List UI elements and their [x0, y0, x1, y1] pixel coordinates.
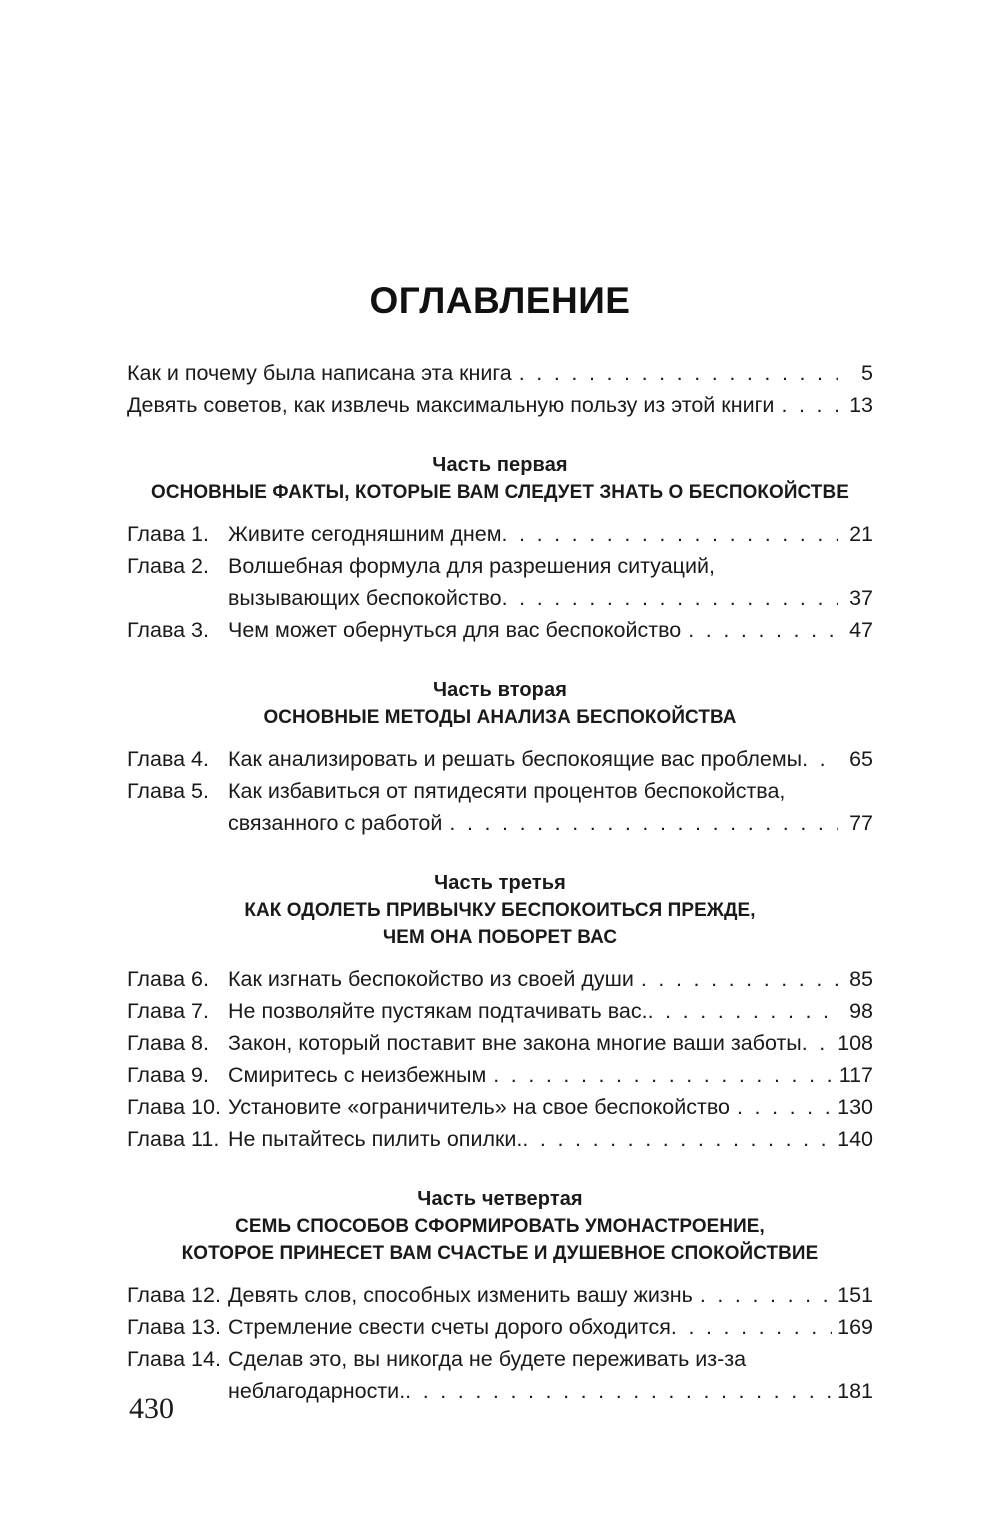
chapter-list-part-3 — [127, 963, 873, 1155]
chapter-label: Глава 12. — [127, 1283, 221, 1307]
chapter-list-part-2 — [127, 743, 873, 839]
dot-leader — [502, 582, 838, 614]
entry-title: Волшебная формула для разрешения ситуаций, — [228, 554, 715, 578]
dot-leader — [688, 614, 838, 646]
table-row[interactable] — [127, 1343, 873, 1375]
chapter-label: Глава 1. — [127, 522, 209, 546]
entry-page-number: 85 — [849, 967, 873, 991]
entry-title: Чем может обернуться для вас беспокойство — [228, 618, 682, 642]
dot-leader — [700, 1279, 832, 1311]
entry-title: Как анализировать и решать беспокоящие вас проблемы — [228, 747, 803, 771]
table-row[interactable] — [127, 963, 873, 995]
entry-page-number: 181 — [837, 1379, 873, 1403]
entry-title: Смиритесь с неизбежным — [228, 1063, 487, 1087]
part-subtitle: ОСНОВНЫЕ МЕТОДЫ АНАЛИЗА БЕСПОКОЙСТВА — [263, 706, 737, 728]
table-row[interactable] — [127, 1311, 873, 1343]
folio-page-number: 430 — [129, 1392, 174, 1425]
table-row[interactable] — [127, 1059, 873, 1091]
table-row[interactable] — [127, 1123, 873, 1155]
front-matter-list — [127, 357, 873, 421]
entry-title: Как изгнать беспокойство из своей души — [228, 967, 634, 991]
entry-title: Не позволяйте пустякам подтачивать вас. — [228, 999, 648, 1023]
dot-leader — [802, 743, 838, 775]
entry-title-continued: вызывающих беспокойство — [228, 586, 502, 610]
entry-page-number: 117 — [838, 1063, 873, 1087]
entry-page-number: 169 — [837, 1315, 873, 1339]
chapter-label: Глава 10. — [127, 1095, 221, 1119]
entry-page-number: 140 — [837, 1127, 873, 1151]
table-row[interactable] — [127, 1279, 873, 1311]
chapter-label: Глава 9. — [127, 1063, 209, 1087]
part-subtitle: ЧЕМ ОНА ПОБОРЕТ ВАС — [382, 926, 618, 948]
part-name: Часть первая — [432, 454, 568, 476]
table-row[interactable] — [127, 614, 873, 646]
part-heading — [127, 1185, 873, 1267]
entry-title: Не пытайтесь пилить опилки. — [228, 1127, 523, 1151]
part-subtitle: ОСНОВНЫЕ ФАКТЫ, КОТОРЫЕ ВАМ СЛЕДУЕТ ЗНАТЬ О БЕСПОКОЙСТВЕ — [151, 481, 849, 503]
entry-title: Живите сегодняшним днем — [228, 522, 502, 546]
chapter-label: Глава 14. — [127, 1347, 221, 1371]
chapter-label: Глава 5. — [127, 779, 209, 803]
dot-leader — [405, 1375, 832, 1407]
entry-page-number: 151 — [837, 1283, 873, 1307]
dot-leader — [737, 1091, 832, 1123]
table-row[interactable] — [127, 518, 873, 550]
dot-leader — [671, 1311, 832, 1343]
part-subtitle: КАК ОДОЛЕТЬ ПРИВЫЧКУ БЕСПОКОИТЬСЯ ПРЕЖДЕ, — [244, 899, 756, 921]
part-name: Часть вторая — [433, 679, 567, 701]
entry-title: Установите «ограничитель» на свое беспокойство — [228, 1095, 730, 1119]
entry-page-number: 13 — [849, 393, 873, 417]
part-name: Часть четвертая — [417, 1188, 583, 1210]
part-subtitle: СЕМЬ СПОСОБОВ СФОРМИРОВАТЬ УМОНАСТРОЕНИЕ, — [235, 1215, 765, 1237]
entry-page-number: 47 — [849, 618, 873, 642]
dot-leader — [519, 357, 838, 389]
entry-page-number: 77 — [849, 811, 873, 835]
entry-page-number: 5 — [861, 361, 873, 385]
table-row-continuation[interactable] — [127, 807, 873, 839]
entry-page-number: 65 — [849, 747, 873, 771]
page-title: ОГЛАВЛЕНИЕ — [369, 280, 631, 321]
chapter-label: Глава 8. — [127, 1031, 209, 1055]
table-row-continuation[interactable] — [127, 582, 873, 614]
toc-content — [127, 282, 873, 1407]
dot-leader — [802, 1027, 832, 1059]
entry-title: Закон, который поставит вне закона многие ваши заботы — [228, 1031, 802, 1055]
entry-title-continued: связанного с работой — [228, 811, 443, 835]
table-row[interactable] — [127, 743, 873, 775]
entry-page-number: 130 — [837, 1095, 873, 1119]
part-heading — [127, 676, 873, 731]
dot-leader — [522, 1123, 832, 1155]
chapter-label: Глава 2. — [127, 554, 209, 578]
dot-leader — [449, 807, 838, 839]
dot-leader — [648, 995, 838, 1027]
dot-leader — [641, 963, 838, 995]
part-subtitle: КОТОРОЕ ПРИНЕСЕТ ВАМ СЧАСТЬЕ И ДУШЕВНОЕ СПОКОЙСТВИЕ — [181, 1242, 819, 1264]
entry-title: Стремление свести счеты дорого обходится — [228, 1315, 671, 1339]
entry-title: Сделав это, вы никогда не будете переживать из-за — [228, 1347, 747, 1371]
entry-page-number: 98 — [849, 999, 873, 1023]
table-row-continuation[interactable] — [127, 1375, 873, 1407]
entry-title: Девять советов, как извлечь максимальную пользу из этой книги — [127, 393, 775, 417]
table-row[interactable] — [127, 995, 873, 1027]
table-row[interactable] — [127, 775, 873, 807]
chapter-label: Глава 13. — [127, 1315, 221, 1339]
entry-title: Как и почему была написана эта книга — [127, 361, 512, 385]
entry-title: Как избавиться от пятидесяти процентов беспокойства, — [228, 779, 786, 803]
toc-entry[interactable] — [127, 357, 873, 389]
chapter-label: Глава 3. — [127, 618, 209, 642]
entry-page-number: 108 — [837, 1031, 873, 1055]
entry-title: Девять слов, способных изменить вашу жизнь — [228, 1283, 693, 1307]
table-row[interactable] — [127, 1027, 873, 1059]
part-heading — [127, 451, 873, 506]
chapter-list-part-4 — [127, 1279, 873, 1407]
toc-entry[interactable] — [127, 389, 873, 421]
entry-title-continued: неблагодарности. — [228, 1379, 406, 1403]
dot-leader — [493, 1059, 833, 1091]
chapter-label: Глава 4. — [127, 747, 209, 771]
chapter-label: Глава 6. — [127, 967, 209, 991]
chapter-label: Глава 11. — [127, 1127, 220, 1151]
dot-leader — [781, 389, 838, 421]
table-row[interactable] — [127, 1091, 873, 1123]
part-heading — [127, 869, 873, 951]
entry-page-number: 21 — [849, 522, 873, 546]
entry-page-number: 37 — [849, 586, 873, 610]
chapter-label: Глава 7. — [127, 999, 209, 1023]
part-name: Часть третья — [434, 872, 566, 894]
table-row[interactable] — [127, 550, 873, 582]
dot-leader — [502, 518, 839, 550]
chapter-list-part-1 — [127, 518, 873, 646]
